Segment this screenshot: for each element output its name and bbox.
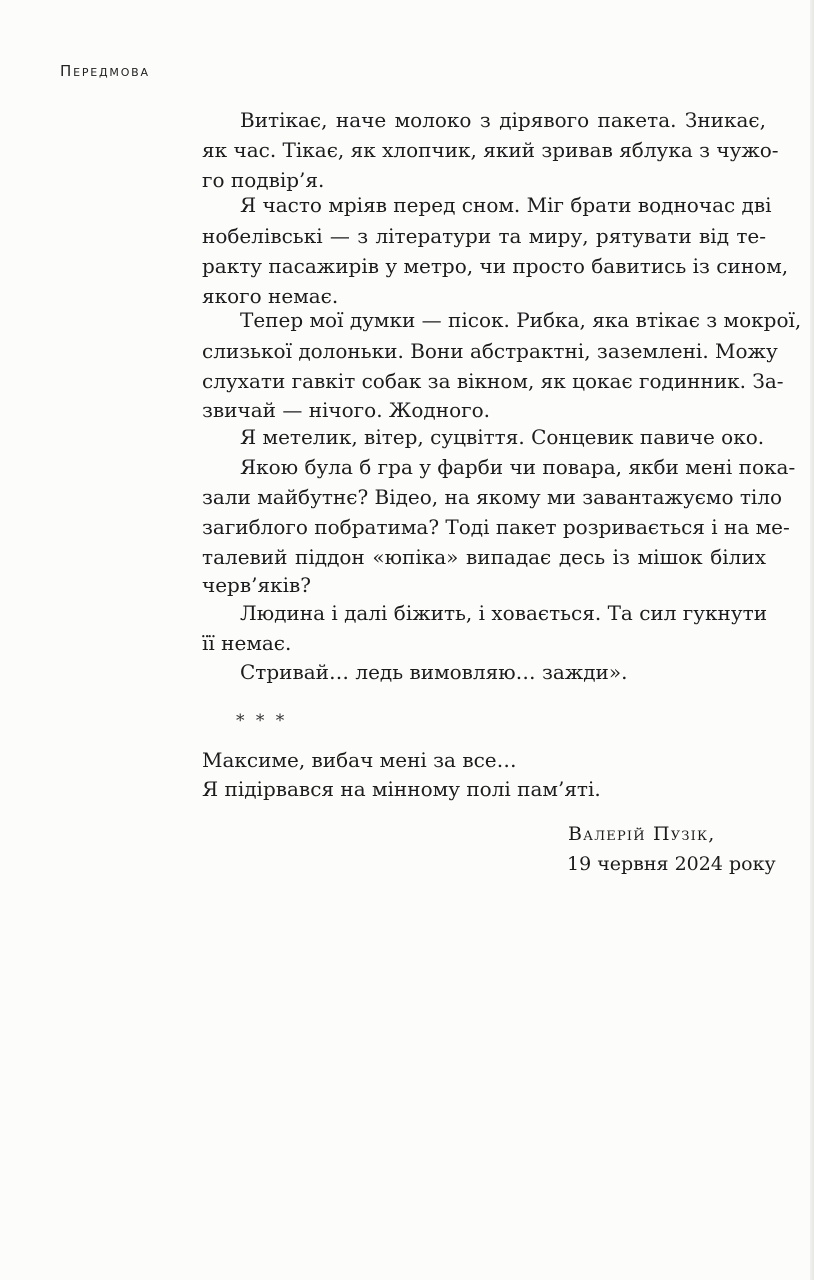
text-line: го подвір’я. [202, 168, 325, 192]
page-edge-shadow [810, 0, 814, 1280]
signature-date: 19 червня 2024 року [567, 853, 776, 875]
text-line: ракту пасажирів у метро, чи просто бавитись із сином, [202, 254, 789, 278]
text-line: Тепер мої думки — пісок. Рибка, яка втікає з мокрої, [240, 308, 802, 332]
text-line: її немає. [202, 631, 292, 655]
text-line: Якою була б гра у фарби чи повара, якби мені пока- [240, 455, 796, 479]
text-line: Я метелик, вітер, суцвіття. Сонцевик павиче око. [240, 425, 765, 449]
text-line: загиблого побратима? Тоді пакет розривається і на ме- [202, 515, 790, 539]
text-line: Я підірвався на мінному полі пам’яті. [202, 777, 601, 801]
text-line: зали майбутнє? Відео, на якому ми завантажуємо тіло [202, 485, 783, 509]
text-line: слухати гавкіт собак за вікном, як цокає годинник. За- [202, 369, 784, 393]
text-line: звичай — нічого. Жодного. [202, 398, 490, 422]
text-line: талевий піддон «юпіка» випадає десь із мішок білих [202, 545, 766, 569]
section-separator: * * * [236, 711, 288, 731]
text-line: якого немає. [202, 284, 339, 308]
text-line: нобелівські — з літератури та миру, рятувати від те- [202, 224, 766, 248]
text-line: як час. Тікає, як хлопчик, який зривав яблука з чужо- [202, 138, 779, 162]
text-line: Людина і далі біжить, і ховається. Та сил гукнути [240, 601, 768, 625]
text-line: слизької долоньки. Вони абстрактні, заземлені. Можу [202, 339, 778, 363]
text-line: Я часто мріяв перед сном. Міг брати водночас дві [240, 193, 772, 217]
text-line: Стривай… ледь вимовляю… зажди». [240, 660, 628, 684]
running-header: Передмова [60, 62, 150, 80]
text-line: Максиме, вибач мені за все… [202, 748, 517, 772]
author-name: Валерій Пузік, [568, 823, 716, 845]
text-line: Витікає, наче молоко з дірявого пакета. Зникає, [240, 108, 766, 132]
text-line: черв’яків? [202, 573, 311, 597]
